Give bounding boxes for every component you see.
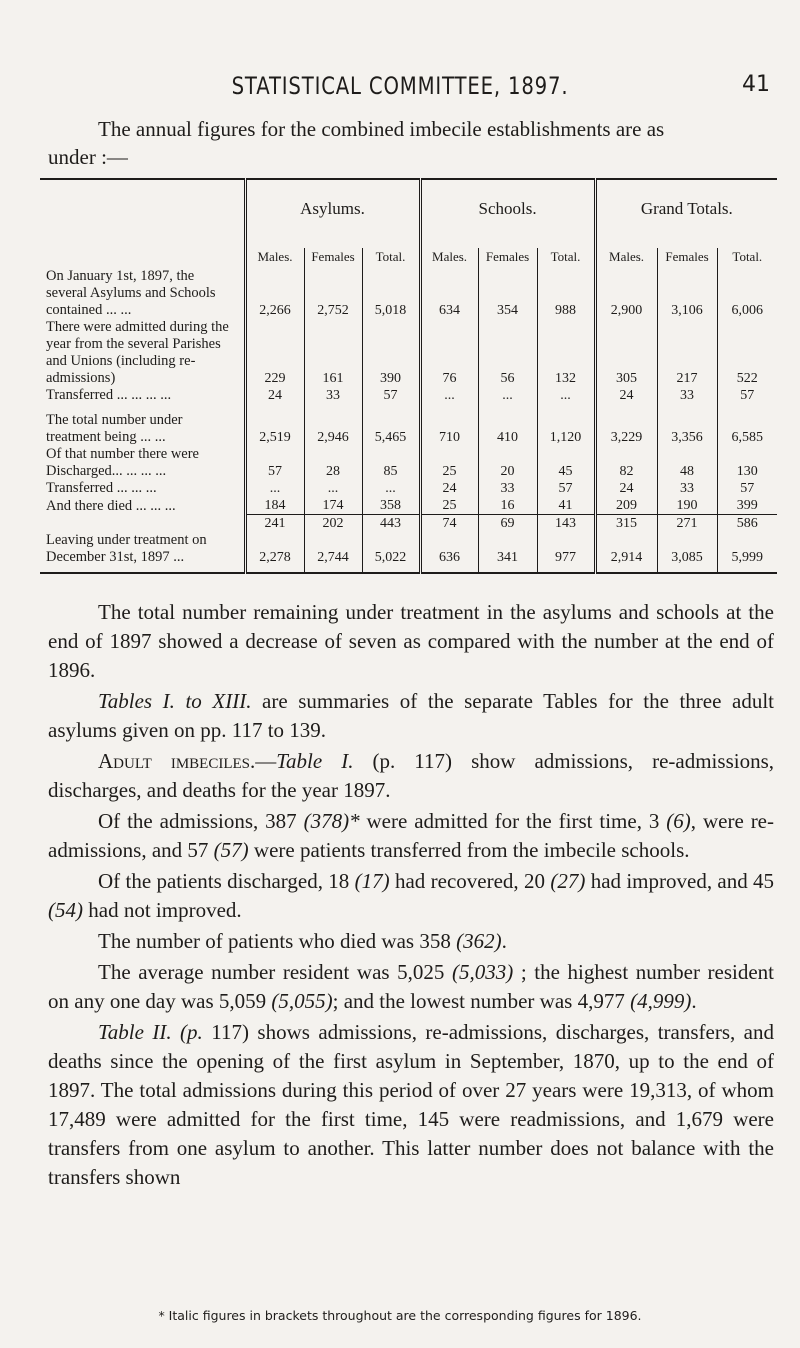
table-cell: 132	[537, 319, 595, 387]
table-cell: 305	[595, 319, 657, 387]
table-cell: 57	[717, 387, 777, 404]
table-cell: 229	[245, 319, 304, 387]
table-cell: 3,229	[595, 412, 657, 446]
final-cell: 5,999	[717, 532, 777, 573]
table-cell: ...	[245, 480, 304, 497]
paragraph-discharged: Of the patients discharged, 18 (17) had recovered, 20 (27) had improved, and 45 (54) had not improved.	[48, 869, 775, 922]
footnote: * Italic figures in brackets throughout are the corresponding figures for 1896.	[158, 1308, 642, 1323]
subtotal-cell: 143	[537, 515, 595, 533]
subtotal-cell: 241	[245, 515, 304, 533]
row-label: The total number under treatment being ... ...	[46, 412, 183, 445]
table-row	[40, 387, 777, 404]
final-cell: 341	[478, 532, 537, 573]
paragraph-tables-summary: Tables I. to XIII. are summaries of the separate Tables for the three adult asylums given on pp. 117 to 139.	[48, 689, 775, 742]
table-row	[40, 446, 777, 480]
subtotal-cell: 315	[595, 515, 657, 533]
table-cell: 24	[595, 480, 657, 497]
table-cell: 24	[420, 480, 478, 497]
final-cell: 5,022	[362, 532, 420, 573]
table-cell: 56	[478, 319, 537, 387]
table-cell: ...	[304, 480, 362, 497]
row-label: And there died ... ... ...	[46, 497, 176, 514]
table-cell: 33	[657, 480, 717, 497]
subtotal-row	[40, 515, 777, 533]
subtotal-cell: 69	[478, 515, 537, 533]
final-cell: 3,085	[657, 532, 717, 573]
table-cell: 988	[537, 268, 595, 319]
body-text	[48, 598, 774, 1194]
col-asylums-total: Total.	[362, 248, 420, 268]
final-cell: 2,914	[595, 532, 657, 573]
table-cell: 217	[657, 319, 717, 387]
table-row	[40, 412, 777, 446]
table-cell: 390	[362, 319, 420, 387]
row-label: Of that number there were Discharged... ... ... ...	[46, 446, 199, 479]
table-cell: 57	[717, 480, 777, 497]
row-label: Transferred ... ... ...	[46, 480, 157, 496]
section-heading: Adult imbeciles.	[98, 749, 256, 773]
table-cell: 33	[657, 387, 717, 404]
table-row	[40, 319, 777, 387]
table-cell: 6,585	[717, 412, 777, 446]
row-label: There were admitted during the year from the several Parishes and Unions (including re-admissions)	[46, 319, 229, 386]
table-cell: ...	[537, 387, 595, 404]
page-number: 41	[742, 72, 770, 97]
page-header	[0, 72, 800, 102]
table-cell: 190	[657, 497, 717, 515]
table-cell: 399	[717, 497, 777, 515]
group-grand-totals: Grand Totals.	[595, 179, 777, 248]
table-cell: 2,519	[245, 412, 304, 446]
table-cell: 25	[420, 446, 478, 480]
corner-cell	[40, 179, 245, 248]
table-cell: ...	[478, 387, 537, 404]
table-cell: 57	[245, 446, 304, 480]
subtotal-cell: 271	[657, 515, 717, 533]
table-cell: 24	[245, 387, 304, 404]
table-cell: 2,266	[245, 268, 304, 319]
table-cell: 57	[362, 387, 420, 404]
table-cell: 57	[537, 480, 595, 497]
col-grand-females: Females	[657, 248, 717, 268]
group-asylums: Asylums.	[245, 179, 420, 248]
table-cell: 25	[420, 497, 478, 515]
paragraph-adult-imbeciles: Adult imbeciles.—Table I. (p. 117) show admissions, re-admissions, discharges, and deaths for the year 1897.	[48, 749, 774, 802]
intro-line-1: The annual figures for the combined imbecile establishments are as	[98, 117, 665, 141]
col-schools-males: Males.	[420, 248, 478, 268]
table-cell: ...	[420, 387, 478, 404]
col-asylums-males: Males.	[245, 248, 304, 268]
final-cell: 977	[537, 532, 595, 573]
paragraph-table-two: Table II. (p. 117) shows admissions, re-admissions, discharges, transfers, and deaths since the opening of the first asylum in September, 1870, up to the end of 1897. The total admissions during this period of over 27 years were 19,313, of whom 17,489 were admitted for the first time, 145 were readmissions, and 1,679 were transfers from one asylum to another. This latter number does not balance with the transfers shown	[48, 1020, 775, 1189]
table-cell: 6,006	[717, 268, 777, 319]
table-cell: 33	[304, 387, 362, 404]
table-cell: 354	[478, 268, 537, 319]
col-schools-females: Females	[478, 248, 537, 268]
table-cell: 41	[537, 497, 595, 515]
intro-line-2: under :—	[48, 145, 128, 169]
col-grand-males: Males.	[595, 248, 657, 268]
final-row	[40, 532, 777, 573]
subtotal-cell: 443	[362, 515, 420, 533]
running-title: STATISTICAL COMMITTEE, 1897.	[231, 72, 569, 100]
table-cell: 130	[717, 446, 777, 480]
table-cell: ...	[362, 480, 420, 497]
statistics-table	[40, 178, 777, 574]
table-cell: 184	[245, 497, 304, 515]
table-cell: 634	[420, 268, 478, 319]
final-cell: 2,278	[245, 532, 304, 573]
table-row	[40, 480, 777, 497]
table-group-header	[40, 179, 777, 248]
table-cell: 209	[595, 497, 657, 515]
subtotal-cell: 74	[420, 515, 478, 533]
paragraph-deaths: The number of patients who died was 358 (362).	[98, 929, 507, 953]
table-cell: 33	[478, 480, 537, 497]
table-cell: 16	[478, 497, 537, 515]
subtotal-cell: 202	[304, 515, 362, 533]
intro-paragraph	[48, 115, 778, 171]
subtotal-cell: 586	[717, 515, 777, 533]
table-reference: Table I.	[276, 749, 354, 773]
table-subheader	[40, 248, 777, 268]
row-label: Transferred ... ... ... ...	[46, 387, 172, 403]
subheader-blank	[40, 248, 245, 268]
table-cell: 2,752	[304, 268, 362, 319]
final-cell: 2,744	[304, 532, 362, 573]
subtotal-label	[40, 515, 245, 533]
table-cell: 161	[304, 319, 362, 387]
final-label: Leaving under treatment on December 31st, 1897 ...	[46, 532, 207, 565]
group-schools: Schools.	[420, 179, 595, 248]
table-cell: 76	[420, 319, 478, 387]
table-cell: 522	[717, 319, 777, 387]
table-cell: 2,946	[304, 412, 362, 446]
table-row	[40, 497, 777, 515]
paragraph-resident: The average number resident was 5,025 (5,033) ; the highest number resident on any one day was 5,059 (5,055); and the lowest number was 4,977 (4,999).	[48, 960, 774, 1013]
paragraph-decrease: The total number remaining under treatment in the asylums and schools at the end of 1897 showed a decrease of seven as compared with the number at the end of 1896.	[48, 600, 774, 682]
table-reference: Tables I. to XIII.	[98, 689, 252, 713]
table-row	[40, 268, 777, 319]
table-reference: Table II.	[98, 1020, 172, 1044]
table-cell: 20	[478, 446, 537, 480]
row-label: On January 1st, 1897, the several Asylums and Schools contained ... ...	[46, 268, 216, 318]
table-cell: 1,120	[537, 412, 595, 446]
paragraph-admissions: Of the admissions, 387 (378)* were admitted for the first time, 3 (6), were re-admissions, and 57 (57) were patients transferred from the imbecile schools.	[48, 809, 774, 862]
table-cell: 85	[362, 446, 420, 480]
table-cell: 3,356	[657, 412, 717, 446]
table-cell: 2,900	[595, 268, 657, 319]
col-schools-total: Total.	[537, 248, 595, 268]
table-cell: 45	[537, 446, 595, 480]
table-cell: 5,465	[362, 412, 420, 446]
table-cell: 28	[304, 446, 362, 480]
table-cell: 82	[595, 446, 657, 480]
table-cell: 410	[478, 412, 537, 446]
table-cell: 358	[362, 497, 420, 515]
final-cell: 636	[420, 532, 478, 573]
row-spacer	[40, 404, 777, 412]
table-cell: 5,018	[362, 268, 420, 319]
col-asylums-females: Females	[304, 248, 362, 268]
table-cell: 48	[657, 446, 717, 480]
table-cell: 710	[420, 412, 478, 446]
table-cell: 174	[304, 497, 362, 515]
table-cell: 3,106	[657, 268, 717, 319]
col-grand-total: Total.	[717, 248, 777, 268]
table-cell: 24	[595, 387, 657, 404]
